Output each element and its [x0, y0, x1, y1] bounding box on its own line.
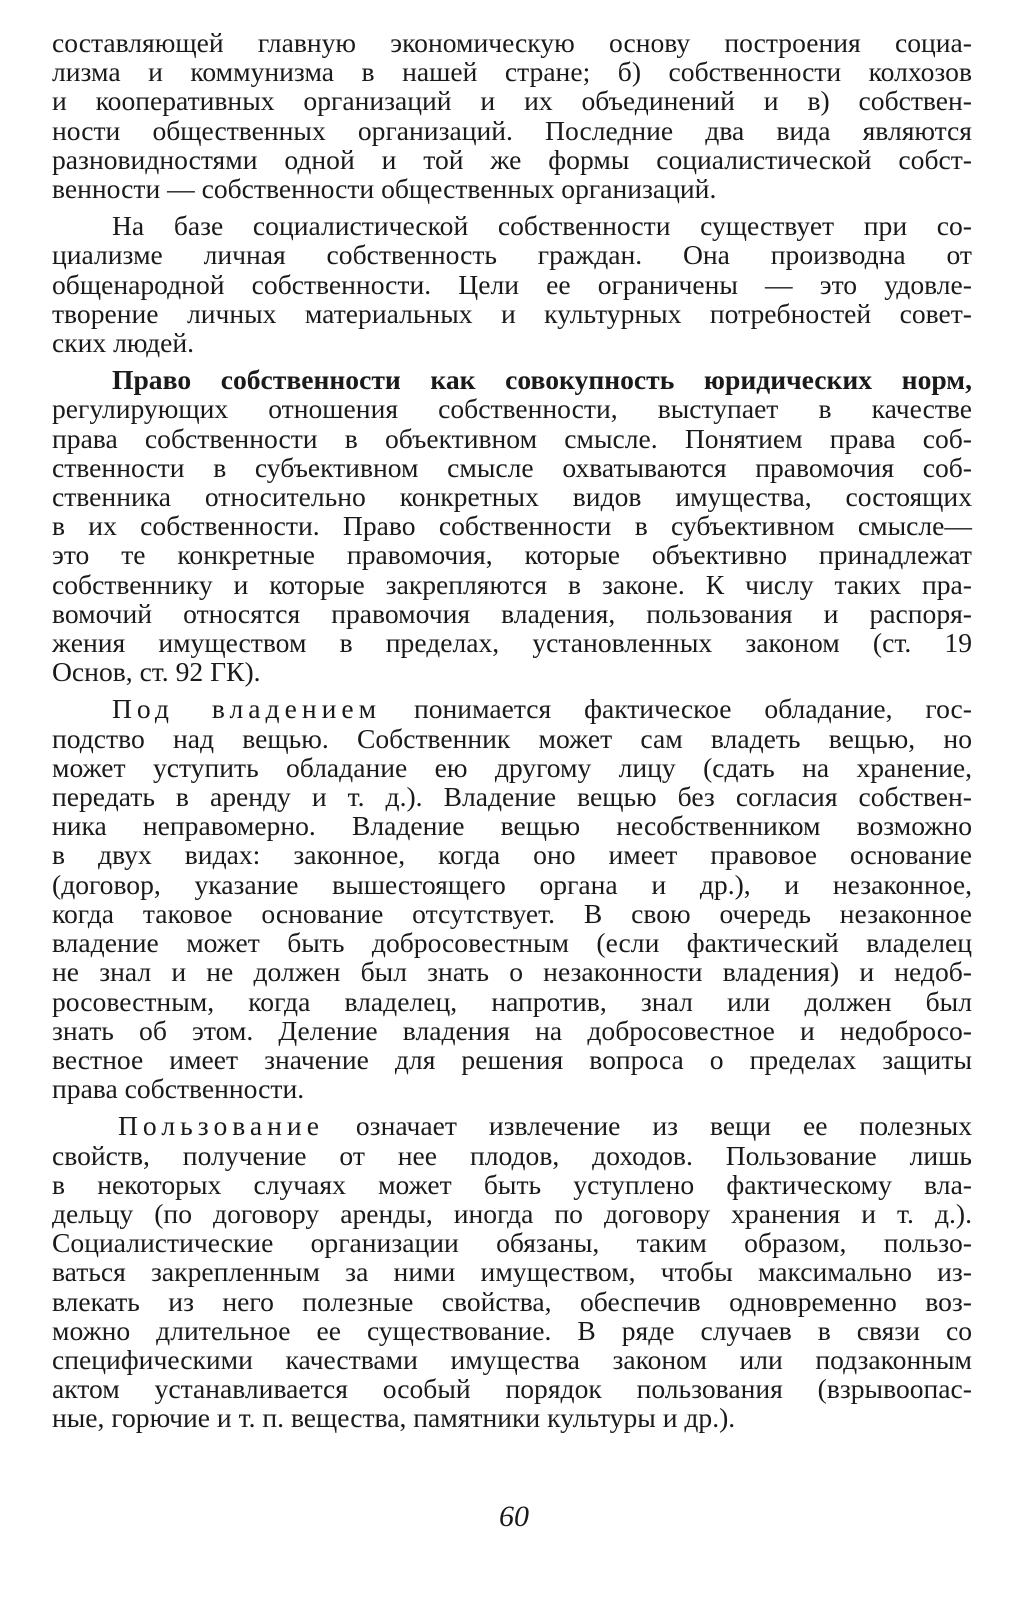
text-line: ственника относительно конкретных видов имущества, состоящих: [52, 481, 972, 513]
text-line: дельцу (по договору аренды, иногда по договору хранения и т. д.).: [52, 1197, 972, 1229]
text-fragment: означает извлечение из вещи ее полезных: [323, 1110, 972, 1142]
page-number: 60: [499, 1500, 529, 1533]
text-line: росовестным, когда владелец, напротив, знал или должен был: [52, 985, 972, 1017]
text-line: ственности в субъективном смысле охватываются правомочия соб-: [52, 451, 972, 483]
bold-lead-line: Право собственности как совокупность юридических норм,: [112, 364, 972, 396]
text-line: лизма и коммунизма в нашей стране; б) собственности колхозов: [52, 56, 972, 88]
text-line: в их собственности. Право собственности в субъективном смысле—: [52, 510, 972, 542]
text-fragment: понимается фактическое обладание, гос-: [381, 693, 972, 725]
text-line: актом устанавливается особый порядок пользования (взрывоопас-: [52, 1373, 972, 1405]
text-line: права собственности.: [52, 1073, 305, 1105]
text-line: не знал и не должен был знать о незаконности владения) и недоб-: [52, 956, 972, 988]
text-line: специфическими качествами имущества законом или подзаконным: [52, 1343, 972, 1375]
text-line: влекать из него полезные свойства, обеспечив одновременно воз-: [52, 1285, 972, 1317]
spaced-term: Пользование: [118, 1110, 324, 1142]
text-line: циализме личная собственность граждан. Она производна от: [52, 239, 972, 271]
text-line: На базе социалистической собственности существует при со-: [112, 210, 972, 242]
text-line: может уступить обладание ею другому лицу (сдать на хранение,: [52, 751, 972, 783]
text-line: разновидностями одной и той же формы социалистической собст-: [52, 143, 972, 175]
text-line: владение может быть добросовестным (если фактический владелец: [52, 927, 972, 959]
text-line: Основ, ст. 92 ГК).: [52, 656, 261, 688]
text-line: свойств, получение от нее плодов, доходов. Пользование лишь: [52, 1139, 972, 1171]
paragraph-2: [52, 211, 972, 357]
spaced-term: Под владением: [112, 693, 382, 725]
paragraph-1: [52, 28, 972, 203]
text-line: ные, горючие и т. п. вещества, памятники культуры и др.).: [52, 1402, 736, 1434]
text-line: творение личных материальных и культурных потребностей совет-: [52, 297, 972, 329]
text-line: [52, 694, 972, 723]
text-line: когда таковое основание отсутствует. В свою очередь незаконное: [52, 897, 972, 929]
text-line: регулирующих отношения собственности, выступает в качестве: [52, 393, 972, 425]
text-line: ваться закрепленным за ними имуществом, чтобы максимально из-: [52, 1256, 972, 1288]
text-line: Социалистические организации обязаны, таким образом, пользо-: [52, 1227, 972, 1259]
text-line: составляющей главную экономическую основу построения социа-: [52, 27, 972, 58]
text-line: передать в аренду и т. д.). Владение вещью без согласия собствен-: [52, 781, 972, 813]
paragraph-5: [52, 1111, 972, 1432]
text-line: знать об этом. Деление владения на добросовестное и недобросо-: [52, 1014, 972, 1046]
text-line: ских людей.: [52, 327, 195, 359]
text-line: ности общественных организаций. Последние два вида являются: [52, 114, 972, 146]
text-line: в двух видах: законное, когда оно имеет правовое основание: [52, 839, 972, 871]
text-line: общенародной собственности. Цели ее ограничены — это удовле-: [52, 268, 972, 300]
paragraph-4: [52, 694, 972, 1103]
text-line: (договор, указание вышестоящего органа и др.), и незаконное,: [52, 868, 972, 900]
text-line: в некоторых случаях может быть уступлено фактическому вла-: [52, 1168, 972, 1200]
text-line: это те конкретные правомочия, которые объективно принадлежат: [52, 539, 972, 571]
text-line: [52, 1111, 972, 1140]
text-line: венности — собственности общественных организаций.: [52, 173, 717, 205]
paragraph-3: [52, 365, 972, 686]
text-line: жения имуществом в пределах, установленных законом (ст. 19: [52, 627, 972, 659]
text-line: и кооперативных организаций и их объединений и в) собствен-: [52, 85, 972, 117]
document-page: [52, 28, 972, 1441]
text-line: вестное имеет значение для решения вопроса о пределах защиты: [52, 1043, 972, 1075]
text-line: собственнику и которые закрепляются в законе. К числу таких пра-: [52, 568, 972, 600]
text-line: можно длительное ее существование. В ряде случаев в связи со: [52, 1314, 972, 1346]
text-line: подство над вещью. Собственник может сам владеть вещью, но: [52, 722, 972, 754]
text-line: права собственности в объективном смысле. Понятием права соб-: [52, 422, 972, 454]
text-line: вомочий относятся правомочия владения, пользования и распоря-: [52, 597, 972, 629]
text-line: ника неправомерно. Владение вещью несобственником возможно: [52, 810, 972, 842]
